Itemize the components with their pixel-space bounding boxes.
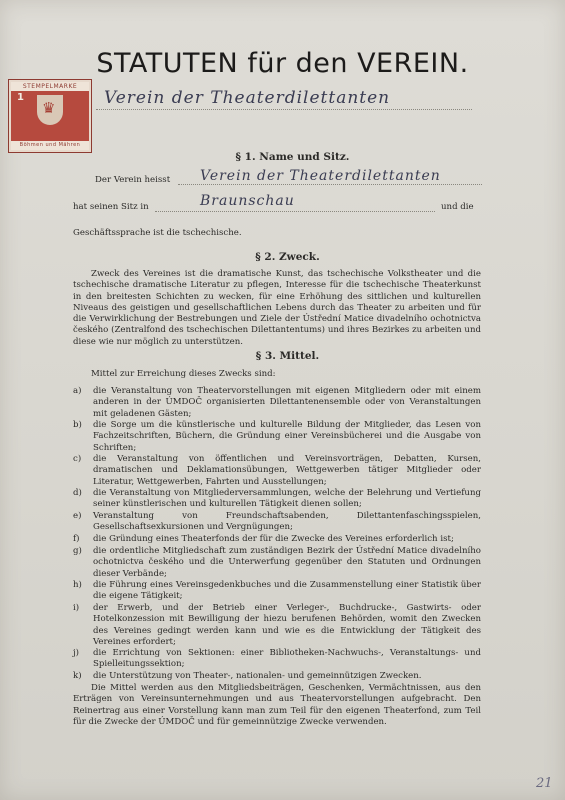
list-item-label: i) [73,603,80,613]
list-item-label: j) [73,648,80,658]
sec1-name-rule [178,184,482,185]
list-item-label: c) [73,454,82,464]
list-item: die Führung eines Vereinsgedenkbuches und die Zusammenstellung einer Statistik über die eigene Tätigkeit; [93,580,481,602]
list-item: die ordentliche Mitgliedschaft zum zuständigen Bezirk der Ústřední Matice divadelního ochotnictva českého und die Unterwerfung gegenüber den Statuten und Ordnungen dieser Verbände; [93,546,481,579]
club-name-rule [96,109,472,110]
list-item: die Errichtung von Sektionen: einer Bibliotheken-Nachwuchs-, Veranstaltungs- und Spielleitungssektion; [93,648,481,670]
list-item: der Erwerb, und der Betrieb einer Verleger-, Buchdrucke-, Gastwirts- oder Hotelkonzession mit Bewilligung der hiezu berufenen Behörden, womit den Zwecken des Vereines gedingt werden kann und wie es die Entwicklung der Tätigkeit des Vereines erfordert; [93,603,481,647]
list-item: die Veranstaltung von Theatervorstellungen mit eigenen Mitgliedern oder mit einem anderen in der ÚMDOČ organisierten Dilettantenensemble oder von Veranstaltungen mit geladenen Gästen; [93,386,481,419]
sec1-label-end: und die [441,202,474,212]
sec1-label-name: Der Verein heisst [95,175,171,185]
stamp-top-text: STEMPELMARKE [11,82,89,91]
list-item: Veranstaltung von Freundschaftsabenden, Dilettantenfaschingsspielen, Gesellschaftsexkursionen und Vergnügungen; [93,511,481,533]
list-item-label: d) [73,488,82,498]
page-number: 21 [536,776,553,791]
club-name-handwritten: Verein der Theaterdilettanten [104,88,391,108]
list-item: die Sorge um die künstlerische und kulturelle Bildung der Mitglieder, das Lesen von Fachzeitschriften, Büchern, die Gründung einer Vereinsbücherei und die Ausgabe von Schriften; [93,420,481,453]
list-item: die Gründung eines Theaterfonds der für die Zwecke des Vereines erforderlich ist; [93,534,454,544]
section-2-heading: § 2. Zweck. [255,251,320,263]
list-item: die Veranstaltung von öffentlichen und Vereinsvorträgen, Debatten, Kursen, dramatischen und Deklamationsübungen, Wettgewerben tätiger Mitglieder oder Literatur, Wettgewerben, Fahrten und Ausstellungen; [93,454,481,487]
list-item-label: h) [73,580,82,590]
section-3-heading: § 3. Mittel. [255,350,320,362]
list-item-label: b) [73,420,82,430]
sec1-seat-handwritten: Braunschau [200,193,295,209]
stamp-bottom-text: Böhmen und Mähren [11,141,89,150]
list-item-label: g) [73,546,82,556]
sec1-seat-rule [155,211,435,212]
revenue-stamp [9,80,91,152]
stamp-lion-icon: ♛ [42,99,56,117]
section-1-heading: § 1. Name und Sitz. [235,151,350,163]
stamp-value: 1 [17,92,24,103]
section-3-closing: Die Mittel werden aus den Mitgliedsbeiträgen, Geschenken, Vermächtnissen, aus den Erträgen von Vereinsunternehmungen und aus Theatervorstellungen aufgebracht. Den Reinertrag aus einer Vorstellung kann man zum Teil für den eigenen Theaterfond, zum Teil für die Zwecke der ÚMDOČ und für gemeinnützige Zwecke verwenden. [73,683,481,727]
sec1-language: Geschäftssprache ist die tschechische. [73,228,242,238]
list-item-label: e) [73,511,82,521]
section-3-intro: Mittel zur Erreichung dieses Zwecks sind: [91,369,276,379]
list-item-label: f) [73,534,80,544]
list-item-label: a) [73,386,82,396]
list-item: die Unterstützung von Theater-, nationalen- und gemeinnützigen Zwecken. [93,671,422,681]
list-item: die Veranstaltung von Mitgliederversammlungen, welche der Belehrung und Vertiefung seiner künstlerischen und kulturellen Tätigkeit dienen sollen; [93,488,481,510]
sec1-label-seat: hat seinen Sitz in [73,202,149,212]
list-item-label: k) [73,671,82,681]
sec1-name-handwritten: Verein der Theaterdilettanten [200,168,441,184]
document-title: STATUTEN für den VEREIN. [96,48,469,79]
section-2-text: Zweck des Vereines ist die dramatische Kunst, das tschechische Volkstheater und die tschechische dramatische Literatur zu pflegen, Interesse für die tschechische Theaterkunst in den breitesten Schichten zu wecken, für eine Erhöhung des sittlichen und kulturellen Niveaus des geistigen und gesellschaftlichen Lebens durch das Theater zu arbeiten und für die Verwirklichung der Bestrebungen und Ziele der Ústřední Matice divadelního ochotnictva českého (Zentralfond des tschechischen Dilettantentums) und ihres Bezirkes zu arbeiten und diese wie nur möglich zu unterstützen. [73,269,481,347]
